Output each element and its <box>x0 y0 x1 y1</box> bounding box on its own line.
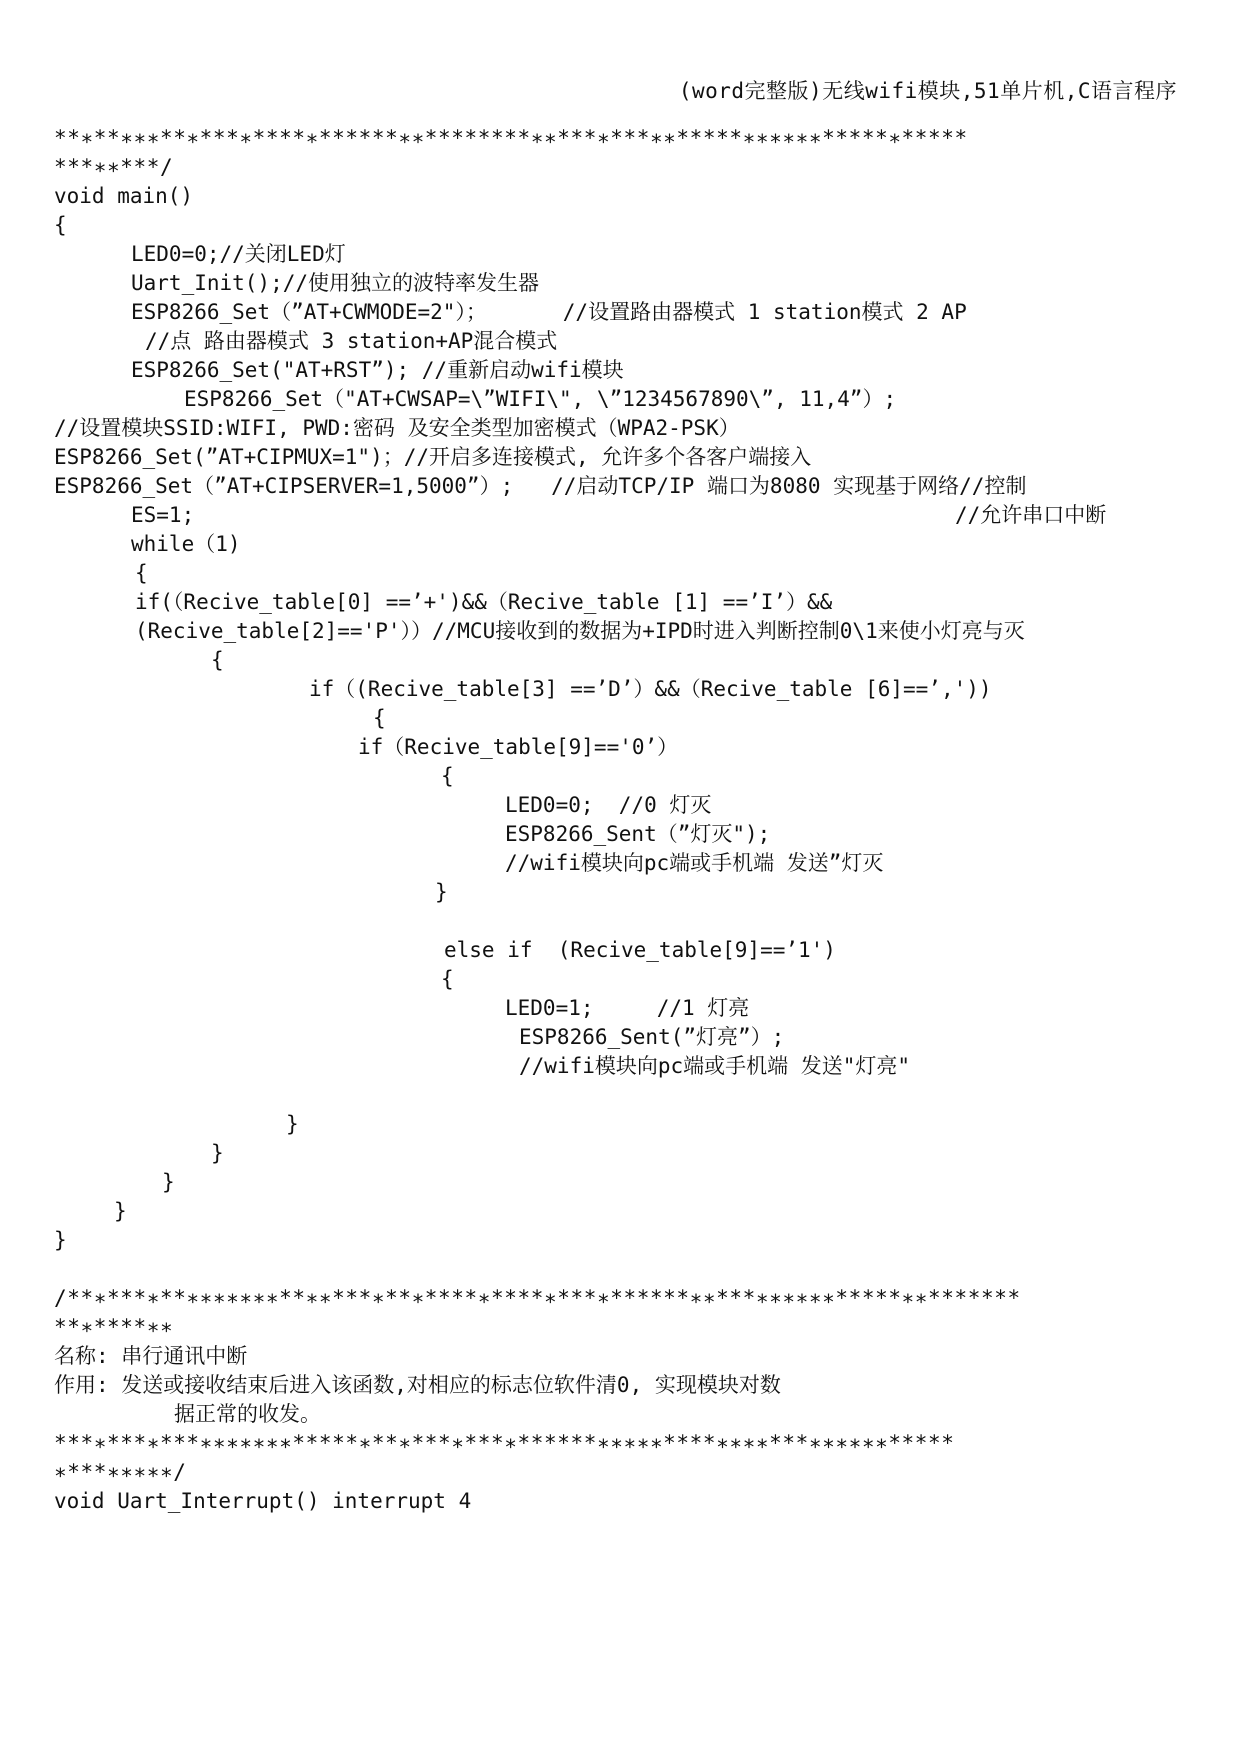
code-listing <box>0 124 1241 1724</box>
code-line: { <box>441 967 454 991</box>
comment-divider-line: **∗****∗∗ <box>54 1315 174 1339</box>
code-line: } <box>286 1112 299 1136</box>
comment-divider-line: ***∗∗***/ <box>54 155 174 179</box>
comment-purpose-continuation: 据正常的收发。 <box>174 1402 321 1426</box>
code-line: ESP8266_Set（”AT+CIPSERVER=1,5000”）; //启动TCP/IP 端口为8080 实现基于网络//控制 <box>54 474 1027 498</box>
code-line: LED0=0;//关闭LED灯 <box>131 242 346 266</box>
code-line: Uart_Init();//使用独立的波特率发生器 <box>131 271 540 295</box>
code-line: } <box>435 880 448 904</box>
code-line: ESP8266_Set（"AT+CWSAP=\”WIFI\", \”1234567890\”, 11,4”）; <box>184 387 897 411</box>
comment-name-line: 名称: 串行通讯中断 <box>54 1344 248 1368</box>
code-line: } <box>114 1199 127 1223</box>
code-line: ESP8266_Sent(”灯亮”）; <box>519 1025 785 1049</box>
code-line: //wifi模块向pc端或手机端 发送"灯亮" <box>519 1054 911 1078</box>
code-line: { <box>211 648 224 672</box>
code-line: if（(Recive_table[3] ==’D’）&&（Recive_table [6]==’,')) <box>309 677 992 701</box>
code-line: } <box>162 1170 175 1194</box>
code-line: while（1) <box>131 532 241 556</box>
code-line: if(（Recive_table[0] ==’+')&&（Recive_table [1] ==’I’）&& <box>135 590 833 614</box>
comment-divider-line: /**∗***∗**∗∗∗∗∗∗∗**∗∗***∗**∗****∗****∗***∗******∗∗***∗∗∗∗∗∗*****∗∗******* <box>54 1286 1021 1310</box>
code-line: void Uart_Interrupt() interrupt 4 <box>54 1489 472 1513</box>
code-line: LED0=1; //1 灯亮 <box>505 996 750 1020</box>
code-line: } <box>54 1228 67 1252</box>
code-line: ESP8266_Sent（”灯灭"); <box>505 822 771 846</box>
code-line: if（Recive_table[9]=='0’） <box>358 735 679 759</box>
comment-divider-line: ∗***∗∗∗∗∗/ <box>54 1460 187 1484</box>
code-line: else if (Recive_table[9]==’1') <box>444 938 836 962</box>
code-line: { <box>441 764 454 788</box>
comment-divider-line: **∗**∗∗∗**∗***∗****∗******∗∗********∗∗***∗***∗∗*****∗∗∗∗∗∗*****∗***** <box>54 126 968 150</box>
page-header-title: (word完整版)无线wifi模块,51单片机,C语言程序 <box>678 79 1177 103</box>
code-line: //设置模块SSID:WIFI, PWD:密码 及安全类型加密模式（WPA2-PSK） <box>54 416 740 440</box>
code-line: (Recive_table[2]=='P'））//MCU接收到的数据为+IPD时进入判断控制0\1来使小灯亮与灭 <box>135 619 1025 643</box>
code-line: //点 路由器模式 3 station+AP混合模式 <box>145 329 558 353</box>
code-line: { <box>54 213 67 237</box>
code-line: ESP8266_Set（”AT+CWMODE=2"）； //设置路由器模式 1 station模式 2 AP <box>131 300 967 324</box>
code-line: { <box>135 561 148 585</box>
comment-divider-line: ***∗***∗***∗∗∗∗∗∗∗*****∗**∗***∗***∗******∗∗∗∗∗****∗∗∗∗***∗∗∗∗∗∗***** <box>54 1431 955 1455</box>
code-line: ES=1; <box>131 503 195 527</box>
code-line: { <box>373 706 386 730</box>
code-line: void main() <box>54 184 194 208</box>
code-line: } <box>211 1141 224 1165</box>
code-comment: //允许串口中断 <box>955 503 1107 527</box>
code-line: ESP8266_Set(”AT+CIPMUX=1")；//开启多连接模式, 允许多个各客户端接入 <box>54 445 812 469</box>
code-line: //wifi模块向pc端或手机端 发送”灯灭 <box>505 851 884 875</box>
code-line: ESP8266_Set("AT+RST”); //重新启动wifi模块 <box>131 358 624 382</box>
code-line: LED0=0; //0 灯灭 <box>505 793 712 817</box>
comment-purpose-line: 作用: 发送或接收结束后进入该函数,对相应的标志位软件清0, 实现模块对数 <box>54 1373 781 1397</box>
